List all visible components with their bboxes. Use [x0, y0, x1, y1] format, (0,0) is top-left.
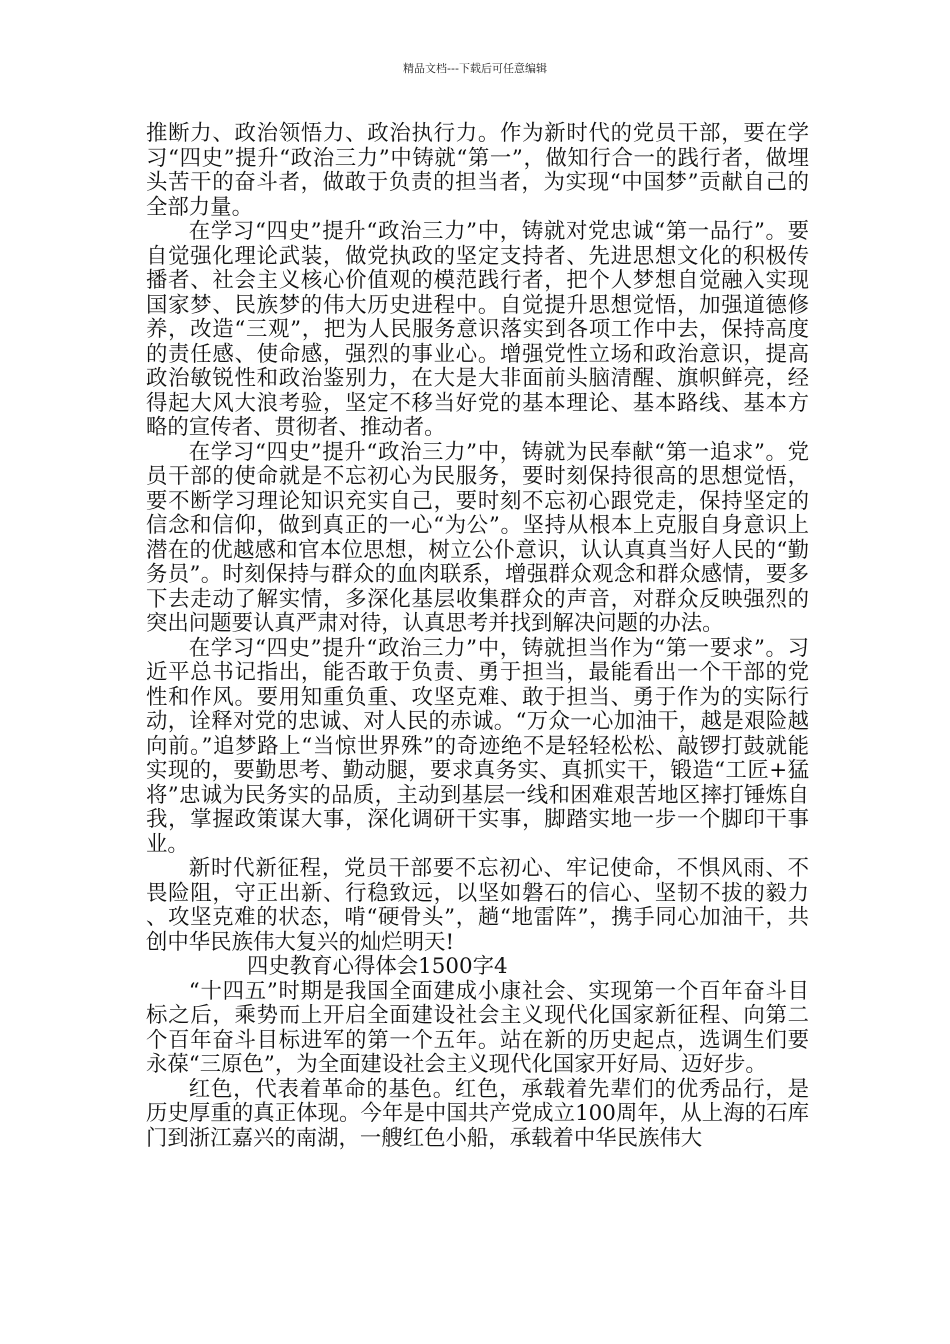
- paragraph-4: 在学习“四史”提升“政治三力”中，铸就担当作为“第一要求”。习近平总书记指出，能否敢于负责、勇于担当，最能看出一个干部的党性和作风。要用知重负重、攻坚克难、敢于担当、勇于作为的实际行动，诠释对党的忠诚、对人民的赤诚。“万众一心加油干，越是艰险越向前。”追梦路上“当惊世界殊”的奇迹绝不是轻轻松松、敲锣打鼓就能实现的，要勤思考、勤动腿，要求真务实、真抓实干，锻造“工匠+猛将”忠诚为民务实的品质，主动到基层一线和困难艰苦地区摔打锤炼自我，掌握政策谋大事，深化调研干实事，脚踏实地一步一个脚印干事业。: [146, 635, 809, 857]
- paragraph-5: 新时代新征程，党员干部要不忘初心、牢记使命，不惧风雨、不畏险阻，守正出新、行稳致远，以坚如磐石的信心、坚韧不拔的毅力、攻坚克难的状态，啃“硬骨头”，趟“地雷阵”，携手同心加油干，共创中华民族伟大复兴的灿烂明天!: [146, 856, 809, 955]
- document-body: [146, 122, 809, 1151]
- paragraph-7: 红色，代表着革命的基色。红色，承载着先辈们的优秀品行，是历史厚重的真正体现。今年是中国共产党成立100周年，从上海的石库门到浙江嘉兴的南湖，一艘红色小船，承载着中华民族伟大: [146, 1076, 809, 1151]
- page-header: 精品文档---下载后可任意编辑: [403, 62, 547, 75]
- paragraph-3: 在学习“四史”提升“政治三力”中，铸就为民奉献“第一追求”。党员干部的使命就是不忘初心为民服务，要时刻保持很高的思想觉悟，要不断学习理论知识充实自己，要时刻不忘初心跟党走，保持坚定的信念和信仰，做到真正的一心“为公”。坚持从根本上克服自身意识上潜在的优越感和官本位思想，树立公仆意识，认认真真当好人民的“勤务员”。时刻保持与群众的血肉联系，增强群众观念和群众感情，要多下去走动了解实情，多深化基层收集群众的声音，对群众反映强烈的突出问题要认真严肃对待，认真思考并找到解决问题的办法。: [146, 439, 809, 636]
- paragraph-1: 推断力、政治领悟力、政治执行力。作为新时代的党员干部，要在学习“四史”提升“政治三力”中铸就“第一”，做知行合一的践行者，做埋头苦干的奋斗者，做敢于负责的担当者，为实现“中国梦”贡献自己的全部力量。: [146, 121, 809, 220]
- paragraph-6: “十四五”时期是我国全面建成小康社会、实现第一个百年奋斗目标之后，乘势而上开启全面建设社会主义现代化国家新征程、向第二个百年奋斗目标进军的第一个五年。站在新的历史起点，选调生们要永葆“三原色”，为全面建设社会主义现代化国家开好局、迈好步。: [146, 978, 809, 1077]
- section-title: 四史教育心得体会1500字4: [247, 954, 508, 979]
- paragraph-2: 在学习“四史”提升“政治三力”中，铸就对党忠诚“第一品行”。要自觉强化理论武装，做党执政的坚定支持者、先进思想文化的积极传播者、社会主义核心价值观的模范践行者，把个人梦想自觉融入实现国家梦、民族梦的伟大历史进程中。自觉提升思想觉悟，加强道德修养，改造“三观”，把为人民服务意识落实到各项工作中去，保持高度的责任感、使命感，强烈的事业心。增强党性立场和政治意识，提高政治敏锐性和政治鉴别力，在大是大非面前头脑清醒、旗帜鲜亮，经得起大风大浪考验，坚定不移当好党的基本理论、基本路线、基本方略的宣传者、贯彻者、推动者。: [146, 219, 809, 440]
